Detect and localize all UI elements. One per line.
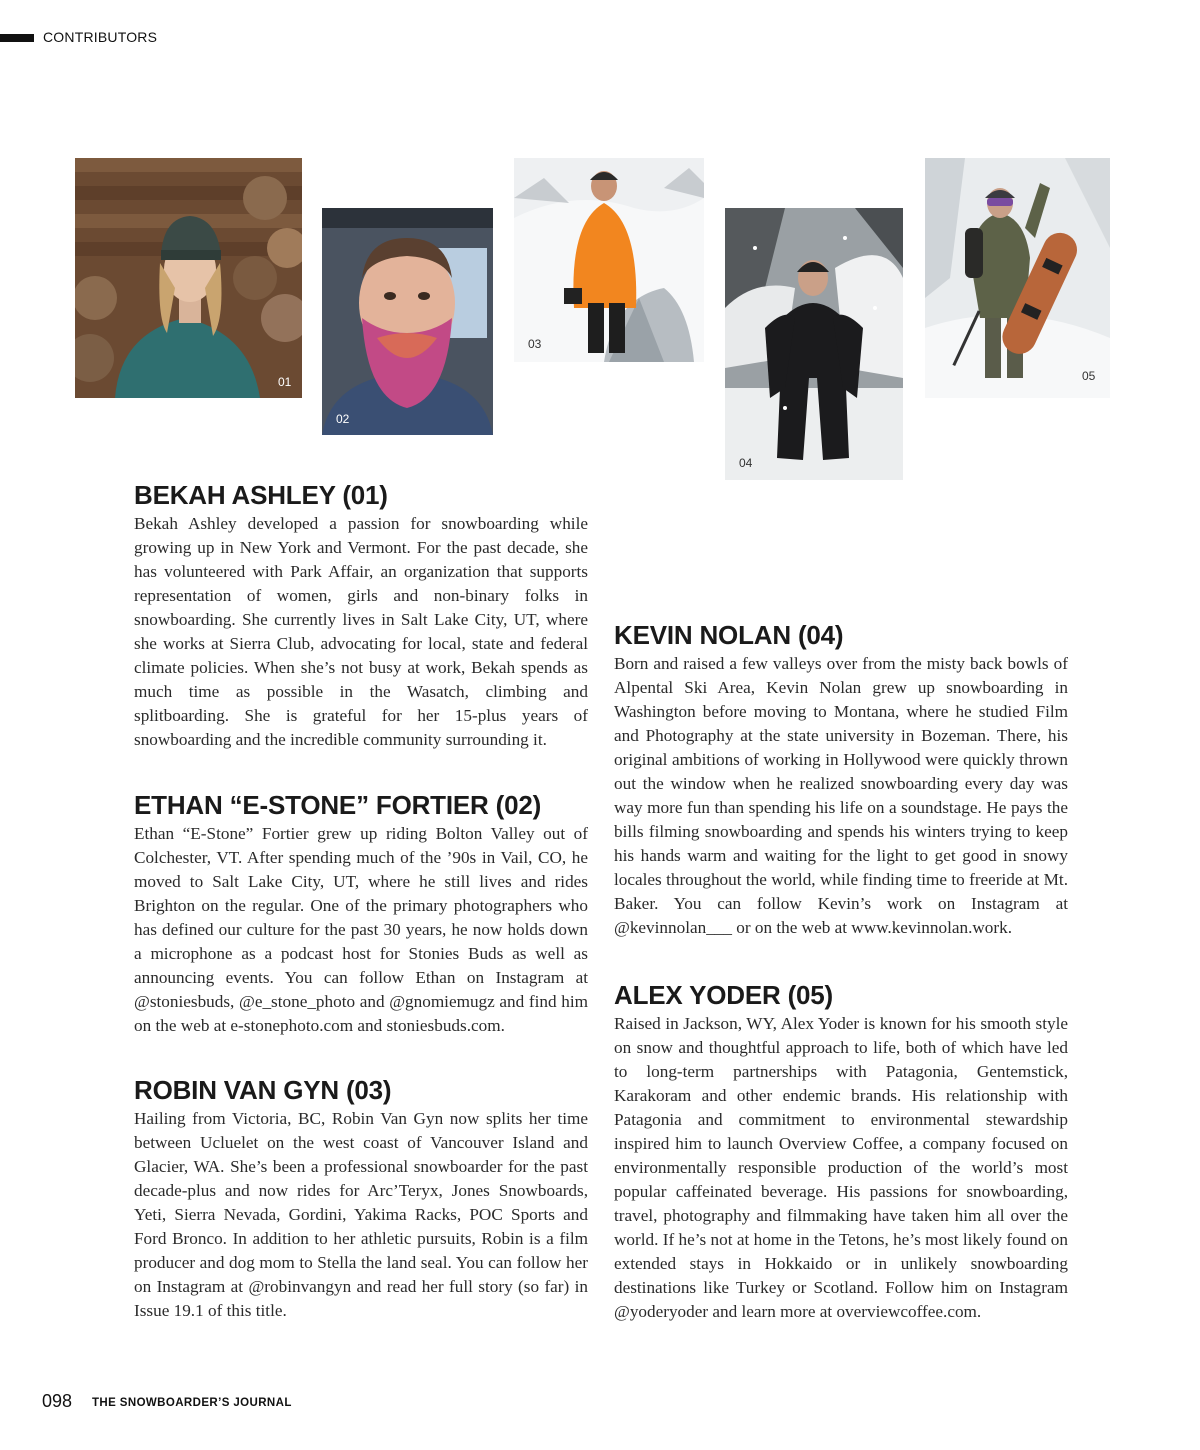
contributor-robin-van-gyn xyxy=(134,1075,588,1323)
contributor-heading: ETHAN “E-STONE” FORTIER (02) xyxy=(134,790,542,820)
publication-title: THE SNOWBOARDER’S JOURNAL xyxy=(92,1397,292,1409)
contributor-heading: ALEX YODER (05) xyxy=(614,980,834,1010)
section-label: CONTRIBUTORS xyxy=(43,29,158,45)
contributor-bio: Born and raised a few valleys over from the misty back bowls of Alpental Ski Area, Kevin Nolan grew up snowboarding in Washington before moving to Montana, where he studied Film and Photography at the state university in Bozeman. There, his original ambitions of working in Hollywood were quickly thrown out the window when he realized snowboarding every day was way more fun than spending his life on a soundstage. He pays the bills filming snowboarding and spends his winters trying to keep his hands warm and waiting for the light to get good in snowy locales throughout the world, while finding time to freeride at Mt. Baker. You can follow Kevin’s work on Instagram at @kevinnolan___ or on the web at www.kevinnolan.work. xyxy=(614,654,1068,937)
contributor-heading: BEKAH ASHLEY (01) xyxy=(134,480,388,510)
page-number: 098 xyxy=(42,1391,73,1411)
contributor-bio: Raised in Jackson, WY, Alex Yoder is known for his smooth style on snow and thoughtful approach to life, both of which have led to long-term partnerships with Patagonia, Gentemstick, Karakoram and other endemic brands. His relationship with Patagonia and commitment to environmental stewardship inspired him to launch Overview Coffee, a company focused on environmentally responsible production of the world’s most popular caffeinated beverage. His passions for snowboarding, travel, photography and filmmaking have taken him all over the world. If he’s not at home in the Tetons, he’s most likely found on extended stays in Hokkaido or in unlikely snowboarding destinations like Turkey or Scotland. Follow him on Instagram @yoderyoder and learn more at overviewcoffee.com. xyxy=(614,1014,1068,1321)
photo-robin-van-gyn xyxy=(514,158,704,362)
photo-number-04: 04 xyxy=(739,456,753,470)
contributor-heading: ROBIN VAN GYN (03) xyxy=(134,1075,392,1105)
photo-kevin-nolan xyxy=(725,208,903,480)
photo-number-01: 01 xyxy=(278,375,292,389)
contributor-alex-yoder xyxy=(614,980,1068,1324)
contributor-kevin-nolan xyxy=(614,620,1068,940)
contributor-bekah-ashley xyxy=(134,480,588,752)
photo-alex-yoder xyxy=(925,158,1110,398)
photo-bekah-ashley xyxy=(75,158,302,398)
photo-ethan-fortier xyxy=(322,208,493,435)
section-marker-bar xyxy=(0,34,34,42)
photo-number-02: 02 xyxy=(336,412,350,426)
photo-number-05: 05 xyxy=(1082,369,1096,383)
contributor-bio: Hailing from Victoria, BC, Robin Van Gyn now splits her time between Ucluelet on the west coast of Vancouver Island and Glacier, WA. She’s been a professional snowboarder for the past decade-plus and now rides for Arc’Teryx, Jones Snowboards, Yeti, Sierra Nevada, Gordini, Yakima Racks, POC Sports and Ford Bronco. In addition to her athletic pursuits, Robin is a film producer and dog mom to Stella the land seal. You can follow her on Instagram at @robinvangyn and read her full story (so far) in Issue 19.1 of this title. xyxy=(134,1109,588,1320)
contributor-ethan-fortier xyxy=(134,790,588,1038)
photo-number-03: 03 xyxy=(528,337,542,351)
contributor-bio: Ethan “E-Stone” Fortier grew up riding Bolton Valley out of Colchester, VT. After spending much of the ’90s in Vail, CO, he moved to Salt Lake City, UT, where he still lives and rides Brighton on the regular. One of the primary photographers who has defined our culture for the past 30 years, he now holds down a microphone as a podcast host for Stonies Buds as well as announcing events. You can follow Ethan on Instagram at @stoniesbuds, @e_stone_photo and @gnomiemugz and find him on the web at e-stonephoto.com and stoniesbuds.com. xyxy=(134,824,588,1035)
contributor-bio: Bekah Ashley developed a passion for snowboarding while growing up in New York and Vermont. For the past decade, she has volunteered with Park Affair, an organization that supports representation of women, girls and non-binary folks in snowboarding. She currently lives in Salt Lake City, UT, where she works at Sierra Club, advocating for local, state and federal climate policies. When she’s not busy at work, Bekah spends as much time as possible in the Wasatch, climbing and splitboarding. She is grateful for her 15-plus years of snowboarding and the incredible community surrounding it. xyxy=(134,514,588,749)
contributor-heading: KEVIN NOLAN (04) xyxy=(614,620,844,650)
